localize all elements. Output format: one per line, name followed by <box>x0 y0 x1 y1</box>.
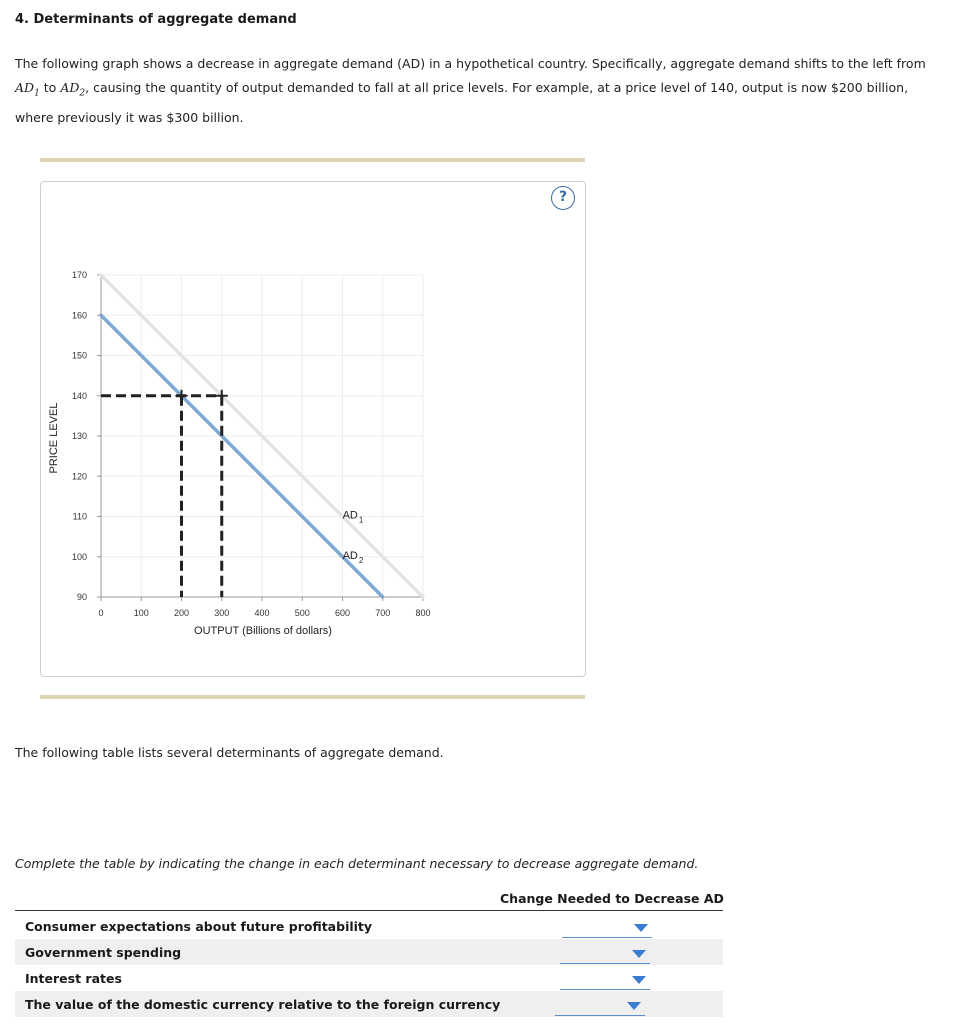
y-tick-label: 150 <box>71 350 87 361</box>
y-tick-label: 110 <box>72 511 87 522</box>
ad2-label: $AD_2$ <box>342 549 364 565</box>
help-button[interactable]: ? <box>551 186 575 210</box>
ad1-subscript: 1 <box>34 88 40 99</box>
y-tick-label: 90 <box>76 592 87 602</box>
chevron-down-icon <box>634 924 648 932</box>
x-tick-label: 400 <box>254 608 270 618</box>
table-top-border <box>15 910 723 911</box>
bottom-divider <box>40 695 585 699</box>
x-tick-label: 200 <box>173 608 190 618</box>
question-title: 4. Determinants of aggregate demand <box>15 12 297 27</box>
ad2-subscript: 2 <box>79 88 86 99</box>
chevron-down-icon <box>627 1002 641 1010</box>
x-tick-label: 700 <box>375 608 391 618</box>
y-tick-label: 130 <box>71 431 87 441</box>
y-tick-label: 140 <box>71 390 87 401</box>
intro-text-1: The following graph shows a decrease in aggregate demand (AD) in a hypothetical country. Specifically, aggregate demand shifts to the left from <box>15 56 926 71</box>
column-header: Change Needed to Decrease AD <box>500 891 724 906</box>
change-dropdown[interactable] <box>555 995 645 1016</box>
row-label: Interest rates <box>25 971 122 986</box>
x-tick-label: 800 <box>415 608 431 618</box>
x-tick-label: 100 <box>133 608 149 618</box>
change-dropdown[interactable] <box>560 969 650 990</box>
x-tick-label: 0 <box>98 608 104 618</box>
x-tick-label: 300 <box>214 608 230 618</box>
chevron-down-icon <box>632 950 646 958</box>
table-row <box>15 991 723 1017</box>
ad1-symbol: AD <box>15 80 35 95</box>
intro-text-2: , causing the quantity of output demanded to fall at all price levels. For example, at a price level of 140, output is now $200 billion, where previously it was $300 billion. <box>15 80 909 125</box>
x-axis-label: OUTPUT (Billions of dollars) <box>194 625 332 637</box>
chevron-down-icon <box>632 976 646 984</box>
y-tick-label: 100 <box>71 551 87 562</box>
row-label: The value of the domestic currency relative to the foreign currency <box>25 997 501 1012</box>
table-row <box>15 913 723 939</box>
x-tick-label: 600 <box>334 608 351 618</box>
ad2-curve <box>101 315 383 597</box>
ad2-symbol: AD <box>60 80 80 95</box>
y-axis-label: PRICE LEVEL <box>48 402 60 474</box>
y-tick-label: 170 <box>71 270 87 280</box>
table-row <box>15 965 723 991</box>
x-tick-label: 500 <box>294 608 310 618</box>
y-tick-label: 120 <box>71 471 87 482</box>
change-dropdown[interactable] <box>560 943 650 964</box>
y-tick-label: 160 <box>71 310 87 321</box>
row-label: Consumer expectations about future profitability <box>25 919 373 934</box>
table-instruction: Complete the table by indicating the change in each determinant necessary to decrease aggregate demand. <box>15 856 699 871</box>
change-dropdown[interactable] <box>562 917 652 938</box>
table-intro: The following table lists several determinants of aggregate demand. <box>15 745 444 760</box>
row-label: Government spending <box>25 945 182 960</box>
table-row <box>15 939 723 965</box>
ad1-label: $AD_1$ <box>342 509 364 525</box>
to-word: to <box>43 80 57 95</box>
